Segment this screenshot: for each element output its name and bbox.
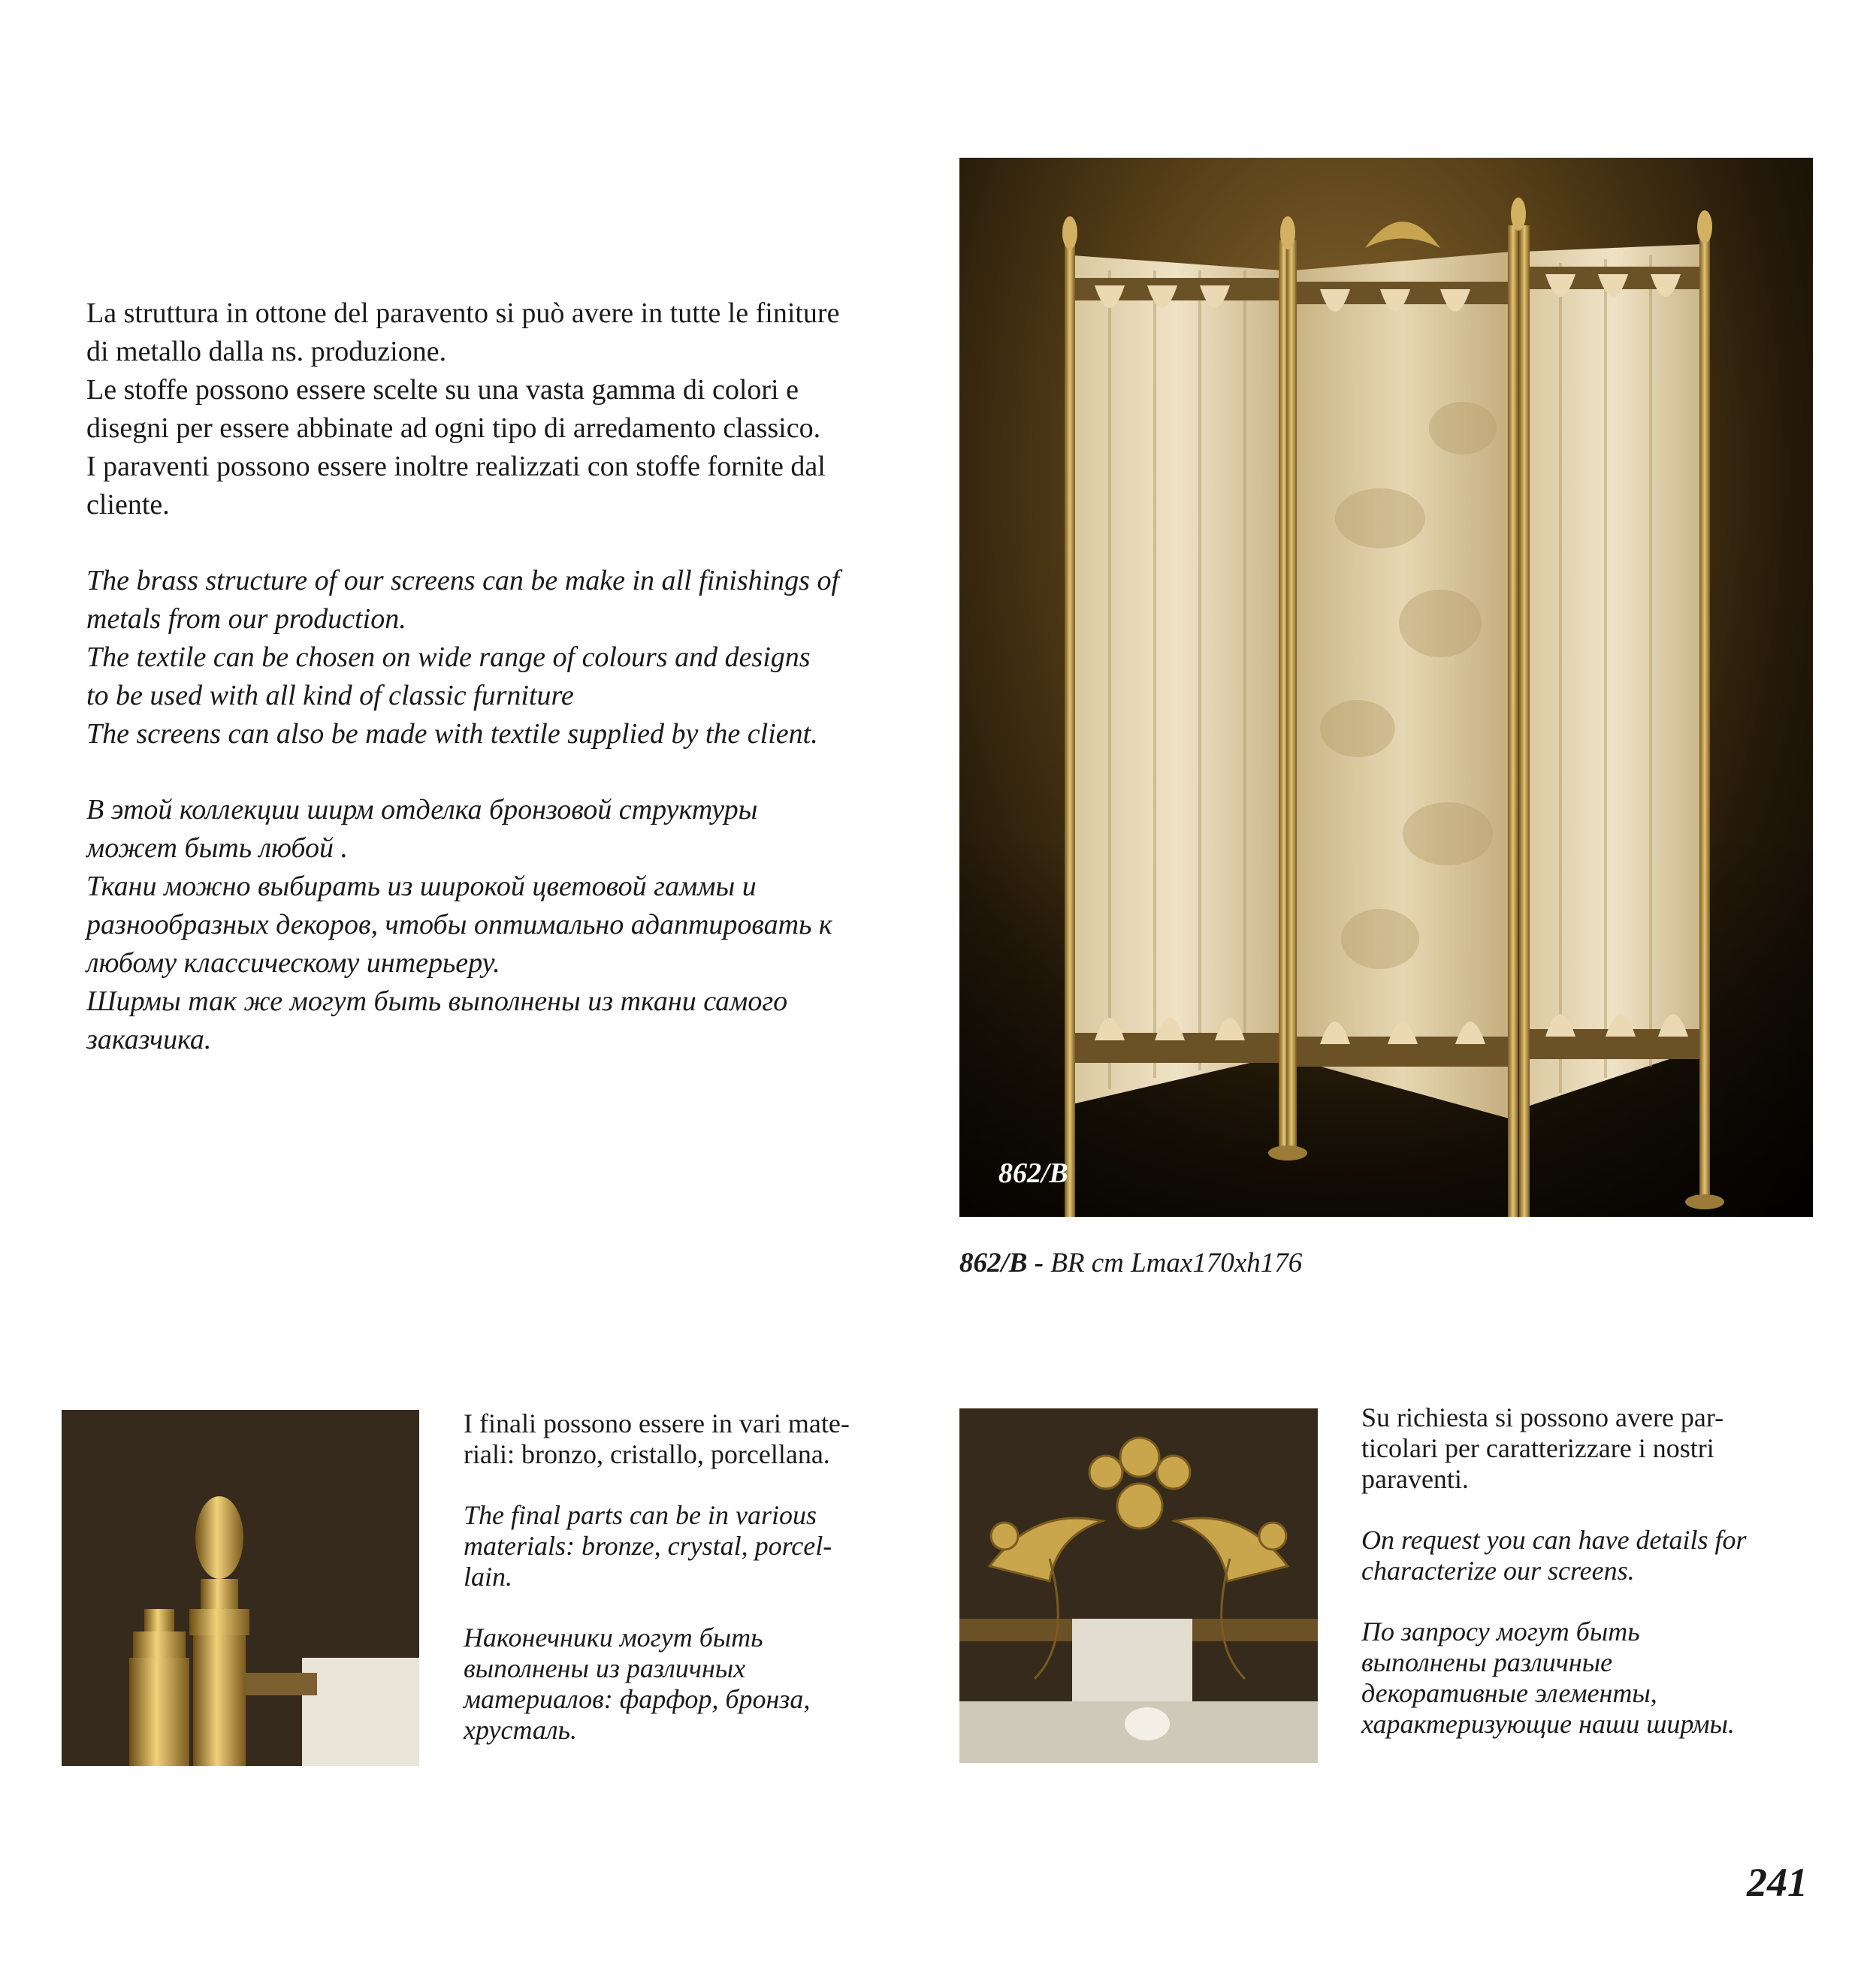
details-english — [1361, 1525, 1842, 1586]
intro-english — [86, 562, 939, 753]
details-line: characterize our screens. — [1361, 1556, 1635, 1586]
finials-italian — [464, 1408, 929, 1470]
caption-spec: BR cm Lmax170xh176 — [1050, 1248, 1303, 1278]
finials-line: The final parts can be in various — [464, 1500, 817, 1530]
finial-illustration — [62, 1410, 419, 1766]
details-line: On request you can have details for — [1361, 1525, 1747, 1555]
details-line: характеризующие наши ширмы. — [1361, 1709, 1735, 1739]
details-line: Su richiesta si possono avere par- — [1361, 1402, 1724, 1432]
finials-line: materials: bronze, crystal, porcel- — [464, 1531, 832, 1561]
intro-line: metals from our production. — [86, 603, 406, 635]
page-number: 241 — [1747, 1860, 1808, 1905]
finials-english — [464, 1500, 929, 1592]
product-photo-862b — [959, 158, 1813, 1217]
intro-line: В этой коллекции ширм отделка бронзовой структуры — [86, 794, 758, 826]
intro-line: Ширмы так же могут быть выполнены из ткани самого — [86, 986, 788, 1017]
details-line: выполнены различные — [1361, 1647, 1613, 1677]
details-line: paraventi. — [1361, 1464, 1469, 1494]
intro-line: to be used with all kind of classic furniture — [86, 680, 574, 711]
details-line: По запросу могут быть — [1361, 1616, 1640, 1647]
finials-line: Наконечники могут быть — [464, 1622, 763, 1653]
intro-text — [86, 294, 939, 1097]
details-italian — [1361, 1402, 1842, 1495]
finials-russian — [464, 1622, 929, 1746]
intro-line: cliente. — [86, 489, 170, 521]
intro-line: может быть любой . — [86, 832, 349, 864]
details-line: ticolari per caratterizzare i nostri — [1361, 1433, 1714, 1463]
intro-line: заказчика. — [86, 1024, 212, 1055]
intro-line: разнообразных декоров, чтобы оптимально адаптировать к — [86, 909, 832, 940]
crest-illustration — [959, 1408, 1318, 1763]
finials-line: I finali possono essere in vari mate- — [464, 1408, 850, 1438]
intro-line: La struttura in ottone del paravento si può avere in tutte le finiture — [86, 297, 840, 329]
intro-line: The brass structure of our screens can be make in all finishings of — [86, 565, 840, 596]
details-text — [1361, 1402, 1842, 1770]
finials-text — [464, 1408, 929, 1776]
intro-line: The textile can be chosen on wide range of colours and designs — [86, 641, 811, 673]
intro-line: disegni per essere abbinate ad ogni tipo di arredamento classico. — [86, 412, 821, 444]
intro-russian — [86, 791, 939, 1059]
folding-screen-illustration — [959, 158, 1813, 1217]
product-caption — [959, 1247, 1302, 1279]
intro-line: The screens can also be made with textile supplied by the client. — [86, 718, 818, 750]
crest-detail-photo — [959, 1408, 1318, 1763]
intro-line: любому классическому интерьеру. — [86, 947, 500, 979]
finials-line: riali: bronzo, cristallo, porcellana. — [464, 1439, 830, 1469]
intro-line: Ткани можно выбирать из широкой цветовой гаммы и — [86, 871, 757, 902]
intro-line: I paraventi possono essere inoltre realizzati con stoffe fornite dal — [86, 451, 826, 482]
intro-line: di metallo dalla ns. produzione. — [86, 336, 447, 367]
details-russian — [1361, 1616, 1842, 1740]
details-line: декоративные элементы, — [1361, 1678, 1657, 1708]
caption-code: 862/B - — [959, 1248, 1044, 1278]
finials-line: материалов: фарфор, бронза, — [464, 1684, 811, 1714]
finials-line: lain. — [464, 1562, 513, 1592]
intro-italian — [86, 294, 939, 524]
finials-line: хрусталь. — [464, 1715, 577, 1745]
photo-product-code: 862/B — [998, 1158, 1068, 1189]
finial-photo — [62, 1410, 419, 1766]
intro-line: Le stoffe possono essere scelte su una vasta gamma di colori e — [86, 374, 799, 406]
finials-line: выполнены из различных — [464, 1653, 746, 1683]
